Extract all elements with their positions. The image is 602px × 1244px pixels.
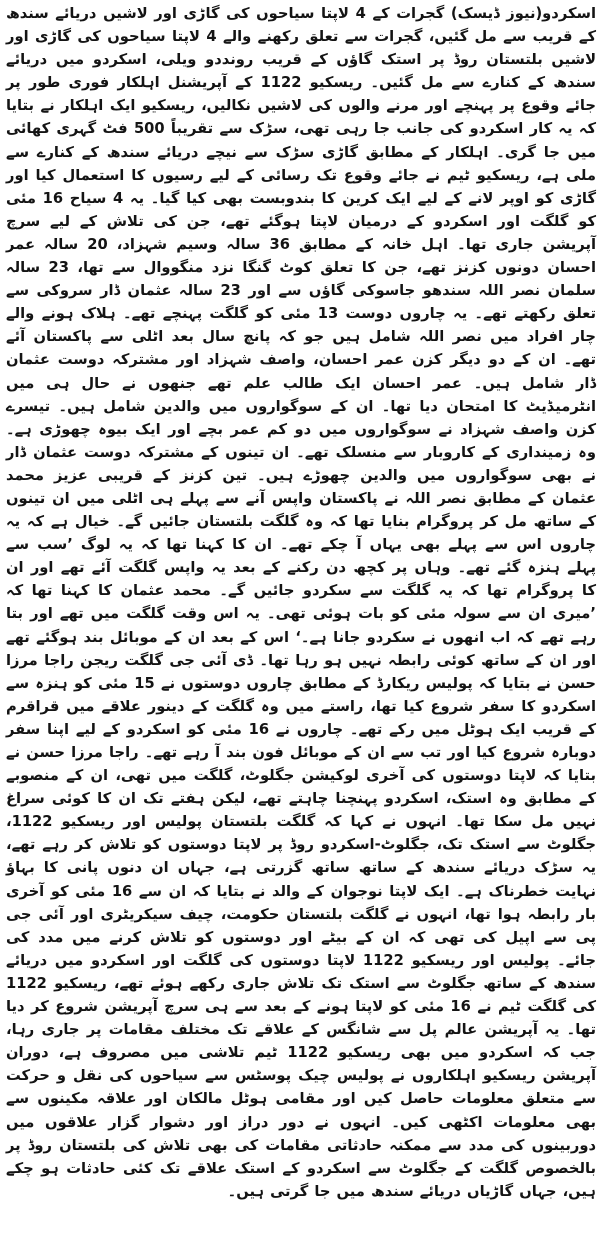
article-body: اسکردو(نیوز ڈیسک) گجرات کے 4 لاپتا سیاحوں کی گاڑی اور لاشیں دریائے سندھ کے قریب سے مل گئیں، گجرات سے تعلق رکھنے والے 4 لاپتا سیاحوں کی گاڑی اور لاشیں بلتستان روڈ پر استک گاؤں کے قریب رونددو ویلی، اسکردو میں دریائے سندھ کے کنارے سے مل گئیں۔ ریسکیو 1122 کے آپریشنل اہلکار فوری طور پر جائے وقوع پر پہنچے اور مرنے والوں کی لاشیں نکالیں، ریسکیو ایک اہلکار نے بتایا کہ یہ کار اسکردو کی جانب جا رہی تھی، سڑک سے تقریباً 500 فٹ گہری کھائی میں جا گری۔ اہلکار کے مطابق گاڑی سڑک سے نیچے دریائے سندھ کے کنارے سے ملی ہے، ریسکیو ٹیم نے جائے وقوع تک رسائی کے لیے رسیوں کا استعمال کیا اور گاڑی کو اوپر لانے کے لیے ایک کرین کا بندوبست بھی کیا گیا۔ یہ 4 سیاح 16 مئی کو گلگت اور اسکردو کے درمیان لاپتا ہوگئے تھے، جن کی تلاش کے لیے سرچ آپریشن جاری تھا۔ اہل خانہ کے مطابق 36 سالہ وسیم شہزاد، 20 سالہ عمر احسان دونوں کزنز تھے، جن کا تعلق کوٹ گنگا نزد منگووال سے تھا، 23 سالہ سلمان نصر اللہ سندھو جاسوکی گاؤں سے اور 23 سالہ عثمان ڈار سروکی سے تعلق رکھتے تھے۔ یہ چاروں دوست 13 مئی کو گلگت پہنچے تھے۔ ہلاک ہونے والے چار افراد میں نصر اللہ شامل ہیں جو کہ پانچ سال بعد اٹلی سے پاکستان آئے تھے۔ ان کے دو دیگر کزن عمر احسان، واصف شہزاد اور مشترکہ دوست عثمان ڈار شامل ہیں۔ عمر احسان ایک طالب علم تھے جنھوں نے حال ہی میں انٹرمیڈیٹ کا امتحان دیا تھا۔ ان کے سوگواروں میں والدین شامل ہیں۔ تیسرے کزن واصف شہزاد نے سوگواروں میں دو کم عمر بچے اور ایک بیوہ چھوڑی ہے۔ وہ زمینداری کے کاروبار سے منسلک تھے۔ ان تینوں کے مشترکہ دوست عثمان ڈار نے بھی سوگواروں میں والدین چھوڑے ہیں۔ تین کزنز کے قریبی عزیز محمد عثمان کے مطابق نصر اللہ نے پاکستان واپس آنے سے پہلے ہی اٹلی میں ان تینوں کے ساتھ مل کر پروگرام بنایا تھا کہ وہ گلگت بلتستان جائیں گے۔ خیال ہے کہ یہ چاروں اس سے پہلے بھی یہاں آ چکے تھے۔ ان کا کہنا تھا کہ یہ لوگ ’سب سے پہلے ہنزہ گئے تھے۔ وہاں پر کچھ دن رکنے کے بعد یہ واپس گلگت آئے تھے اور ان کا پروگرام تھا کہ یہ گلگت سے سکردو جائیں گے۔ محمد عثمان کا کہنا تھا کہ ’میری ان سے سولہ مئی کو بات ہوئی تھی۔ یہ اس وقت گلگت میں تھے اور بتا رہے تھے کہ اب انھوں نے سکردو جانا ہے۔‘ اس کے بعد ان کے موبائل بند ہوگئے تھے اور ان کے ساتھ کوئی رابطہ نہیں ہو رہا تھا۔ ڈی آئی جی گلگت ریجن راجا مرزا حسن نے بتایا کہ پولیس ریکارڈ کے مطابق چاروں دوستوں نے 15 مئی کو ہنزہ سے اسکردو کا سفر شروع کیا تھا، راستے میں وہ گلگت کے دینور علاقے میں قراقرم کے قریب ایک ہوٹل میں رکے تھے۔ چاروں نے 16 مئی کو اسکردو کے لیے اپنا سفر دوبارہ شروع کیا اور تب سے ان کے موبائل فون بند آ رہے تھے۔ راجا مرزا حسن نے بتایا کہ لاپتا دوستوں کی آخری لوکیشن جگلوٹ، گلگت میں تھی، ان کے منصوبے کے مطابق وہ استک، اسکردو پہنچنا چاہتے تھے، لیکن ہفتے تک ان کا کوئی سراغ نہیں مل سکا تھا۔ انہوں نے کہا کہ گلگت بلتستان پولیس اور ریسکیو 1122، جگلوٹ سے استک تک، جگلوٹ-اسکردو روڈ پر لاپتا دوستوں کو تلاش کر رہے تھے، یہ سڑک دریائے سندھ کے ساتھ ساتھ گزرتی ہے، جہاں ان دنوں پانی کا بہاؤ نہایت خطرناک ہے۔ ایک لاپتا نوجوان کے والد نے بتایا کہ ان سے 16 مئی کو آخری بار رابطہ ہوا تھا، انہوں نے گلگت بلتستان حکومت، چیف سیکریٹری اور آئی جی پی سے اپیل کی تھی کہ ان کے بیٹے اور دوستوں کو تلاش کرنے میں مدد کی جائے۔ پولیس اور ریسکیو 1122 لاپتا دوستوں کی گلگت اور اسکردو میں دریائے سندھ کے ساتھ جگلوٹ سے استک تک تلاش جاری رکھے ہوئے تھے، ریسکیو 1122 کی گلگت ٹیم نے 16 مئی کو لاپتا ہونے کے بعد سے ہی سرچ آپریشن شروع کر دیا تھا۔ یہ آپریشن عالم پل سے شانگس کے علاقے تک مختلف مقامات پر جاری رہا، جب کہ اسکردو میں بھی ریسکیو 1122 ٹیم تلاشی میں مصروف ہے، دوران آپریشن ریسکیو اہلکاروں نے پولیس چیک پوسٹس سے سیاحوں کی نقل و حرکت سے متعلق معلومات حاصل کیں اور مقامی ہوٹل مالکان اور علاقہ مکینوں سے بھی معلومات اکٹھی کیں۔ انہوں نے دور دراز اور دشوار گزار علاقوں میں دوربینوں کی مدد سے ممکنہ حادثاتی مقامات کی بھی تلاش کی بلتستان روڈ پر بالخصوص گلگت کے جگلوٹ سے اسکردو کے استک علاقے تک کئی حادثات ہو چکے ہیں، جہاں گاڑیاں دریائے سندھ میں جا گرتی ہیں۔ [6, 5, 597, 1200]
